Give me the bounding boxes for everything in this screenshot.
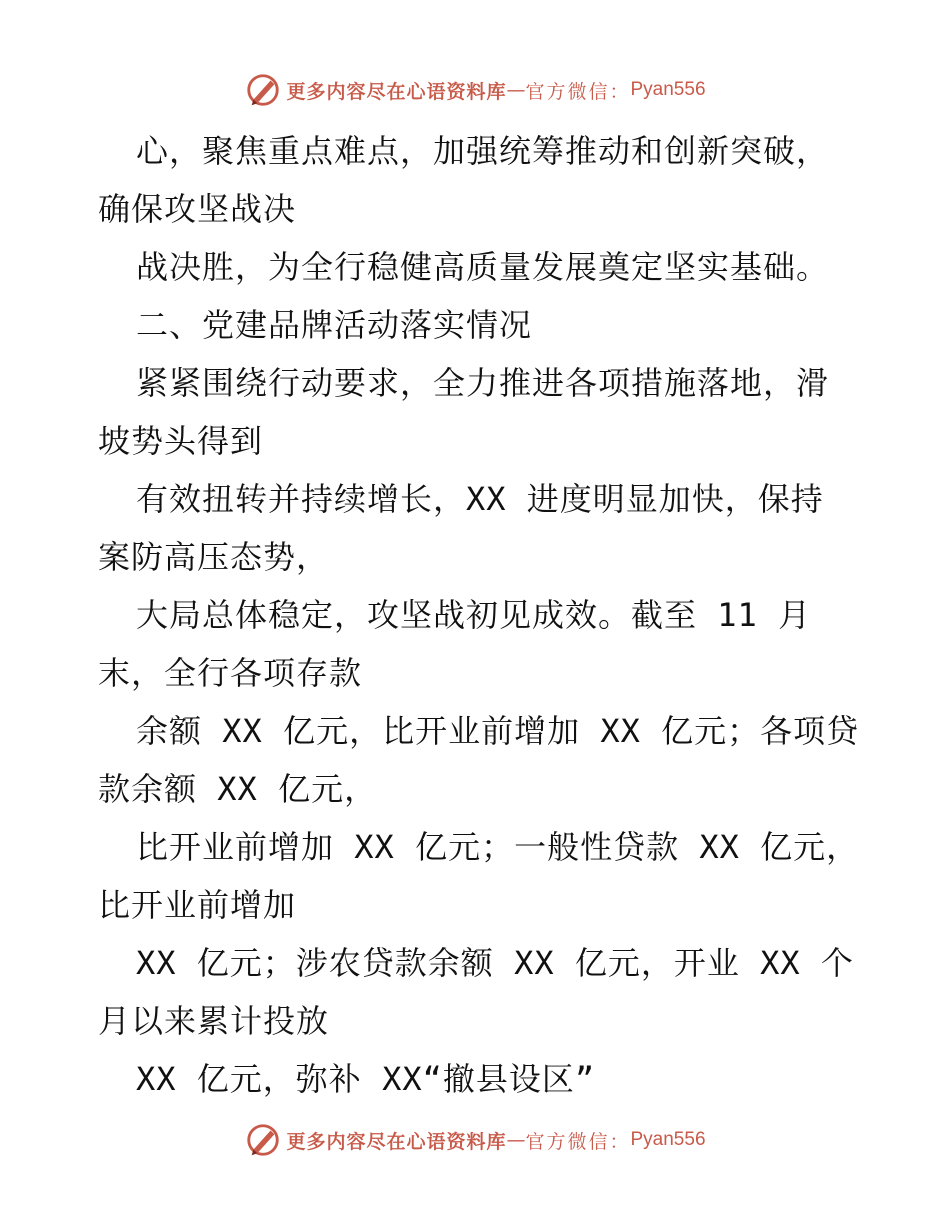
body-text-line: 战决胜，为全行稳健高质量发展奠定坚实基础。 <box>136 248 830 286</box>
document-body <box>98 122 858 1108</box>
footer-watermark-banner <box>0 1120 950 1160</box>
header-watermark-banner <box>0 70 950 110</box>
body-text-line: 月以来累计投放 <box>98 1002 330 1040</box>
body-text-line: 二、党建品牌活动落实情况 <box>136 306 533 344</box>
body-text-line: 有效扭转并持续增长，XX 进度明显加快，保持 <box>136 480 824 518</box>
body-text-line: XX 亿元；涉农贷款余额 XX 亿元，开业 XX 个 <box>136 944 854 982</box>
body-text-line: 大局总体稳定，攻坚战初见成效。截至 11 月 <box>136 596 812 634</box>
body-text-line: 比开业前增加 <box>98 886 297 924</box>
body-text-line: 案防高压态势， <box>98 538 330 576</box>
pen-logo-icon <box>244 71 282 109</box>
body-text-line: 末，全行各项存款 <box>98 654 363 692</box>
banner-brand-text: 更多内容尽在心语资料库 <box>286 1130 507 1153</box>
banner-official-label: 官方微信： <box>525 1130 631 1153</box>
body-text-line: 余额 XX 亿元，比开业前增加 XX 亿元；各项贷 <box>136 712 860 750</box>
banner-separator: — <box>506 79 526 101</box>
body-text-line: 款余额 XX 亿元， <box>98 770 378 808</box>
banner-official-label: 官方微信： <box>525 80 631 103</box>
body-text-line: 心，聚焦重点难点，加强统筹推动和创新突破， <box>136 132 830 170</box>
banner-brand-text: 更多内容尽在心语资料库 <box>286 80 507 103</box>
banner-wechat-id: Pyan556 <box>630 1129 706 1150</box>
body-text-line: 确保攻坚战决 <box>98 190 297 228</box>
body-text-line: 坡势头得到 <box>98 422 264 460</box>
pen-logo-icon <box>244 1121 282 1159</box>
body-text-line: XX 亿元，弥补 XX“撤县设区” <box>136 1060 596 1098</box>
banner-separator: — <box>506 1129 526 1151</box>
body-text-line: 紧紧围绕行动要求，全力推进各项措施落地，滑 <box>136 364 830 402</box>
banner-wechat-id: Pyan556 <box>630 79 706 100</box>
body-text-line: 比开业前增加 XX 亿元；一般性贷款 XX 亿元， <box>136 828 860 866</box>
